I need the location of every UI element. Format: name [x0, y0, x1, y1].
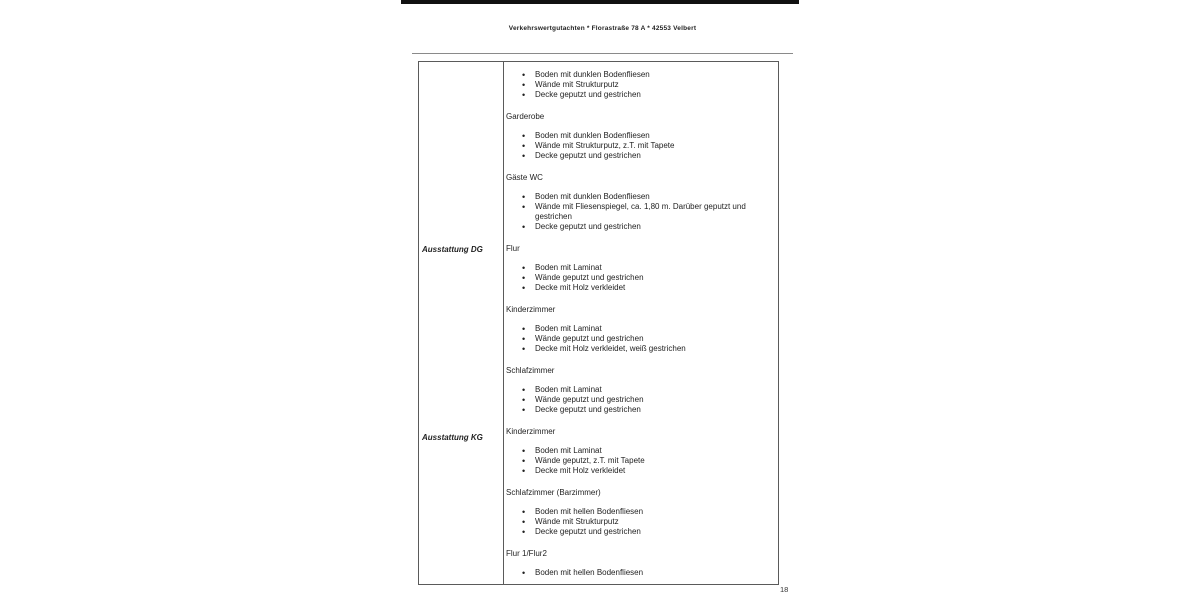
feature-item: • Boden mit Laminat	[506, 263, 759, 273]
feature-item: • Decke mit Holz verkleidet, weiß gestrichen	[506, 344, 759, 354]
feature-list	[506, 568, 760, 578]
feature-item: • Decke geputzt und gestrichen	[506, 405, 759, 415]
feature-item: • Wände geputzt und gestrichen	[506, 273, 759, 283]
feature-item: • Wände mit Strukturputz	[506, 517, 759, 527]
feature-list	[506, 446, 760, 476]
room-section	[506, 70, 760, 100]
feature-list	[506, 324, 760, 354]
room-section	[506, 366, 760, 415]
feature-item: • Wände geputzt und gestrichen	[506, 395, 759, 405]
room-section	[506, 549, 760, 578]
feature-item: • Boden mit dunklen Bodenfliesen	[506, 192, 759, 202]
feature-list	[506, 131, 760, 161]
room-heading: Schlafzimmer (Barzimmer)	[506, 488, 601, 497]
room-heading: Flur 1/Flur2	[506, 549, 547, 558]
feature-item: • Wände geputzt, z.T. mit Tapete	[506, 456, 759, 466]
room-heading: Gäste WC	[506, 173, 543, 182]
feature-item: • Boden mit Laminat	[506, 446, 759, 456]
document-header: Verkehrswertgutachten * Florastraße 78 A * 42553 Velbert	[508, 25, 697, 32]
feature-list	[506, 385, 760, 415]
feature-item: • Boden mit dunklen Bodenfliesen	[506, 70, 759, 80]
feature-list	[506, 507, 760, 537]
room-heading: Kinderzimmer	[506, 427, 556, 436]
feature-item: • Wände mit Strukturputz, z.T. mit Tapete	[506, 141, 759, 151]
page-number: 18	[780, 585, 789, 594]
feature-item: • Decke mit Holz verkleidet	[506, 466, 759, 476]
room-section	[506, 244, 760, 293]
feature-item: • Wände geputzt und gestrichen	[506, 334, 759, 344]
room-section	[506, 305, 760, 354]
feature-item: • Wände mit Strukturputz	[506, 80, 759, 90]
room-section	[506, 173, 760, 232]
feature-list	[506, 263, 760, 293]
feature-item: • Boden mit hellen Bodenfliesen	[506, 568, 759, 578]
feature-item: • Wände mit Fliesenspiegel, ca. 1,80 m. Darüber geputzt und gestrichen	[506, 202, 759, 222]
table-column-divider	[503, 62, 504, 584]
feature-item: • Decke geputzt und gestrichen	[506, 151, 759, 161]
feature-item: • Boden mit hellen Bodenfliesen	[506, 507, 759, 517]
room-section	[506, 488, 760, 537]
room-heading: Schlafzimmer	[506, 366, 555, 375]
feature-item: • Decke mit Holz verkleidet	[506, 283, 759, 293]
room-heading: Garderobe	[506, 112, 545, 121]
room-section	[506, 427, 760, 476]
feature-list	[506, 192, 760, 232]
table-content	[506, 62, 760, 578]
equipment-table	[418, 61, 779, 585]
feature-list	[506, 70, 760, 100]
room-heading: Kinderzimmer	[506, 305, 556, 314]
feature-item: • Decke geputzt und gestrichen	[506, 527, 759, 537]
room-heading: Flur	[506, 244, 520, 253]
row-label: Ausstattung KG	[422, 433, 483, 442]
top-black-bar	[401, 0, 799, 4]
feature-item: • Boden mit Laminat	[506, 324, 759, 334]
header-divider-line	[412, 53, 793, 54]
feature-item: • Decke geputzt und gestrichen	[506, 90, 759, 100]
feature-item: • Boden mit Laminat	[506, 385, 759, 395]
row-label: Ausstattung DG	[422, 245, 483, 254]
feature-item: • Decke geputzt und gestrichen	[506, 222, 759, 232]
room-section	[506, 112, 760, 161]
feature-item: • Boden mit dunklen Bodenfliesen	[506, 131, 759, 141]
